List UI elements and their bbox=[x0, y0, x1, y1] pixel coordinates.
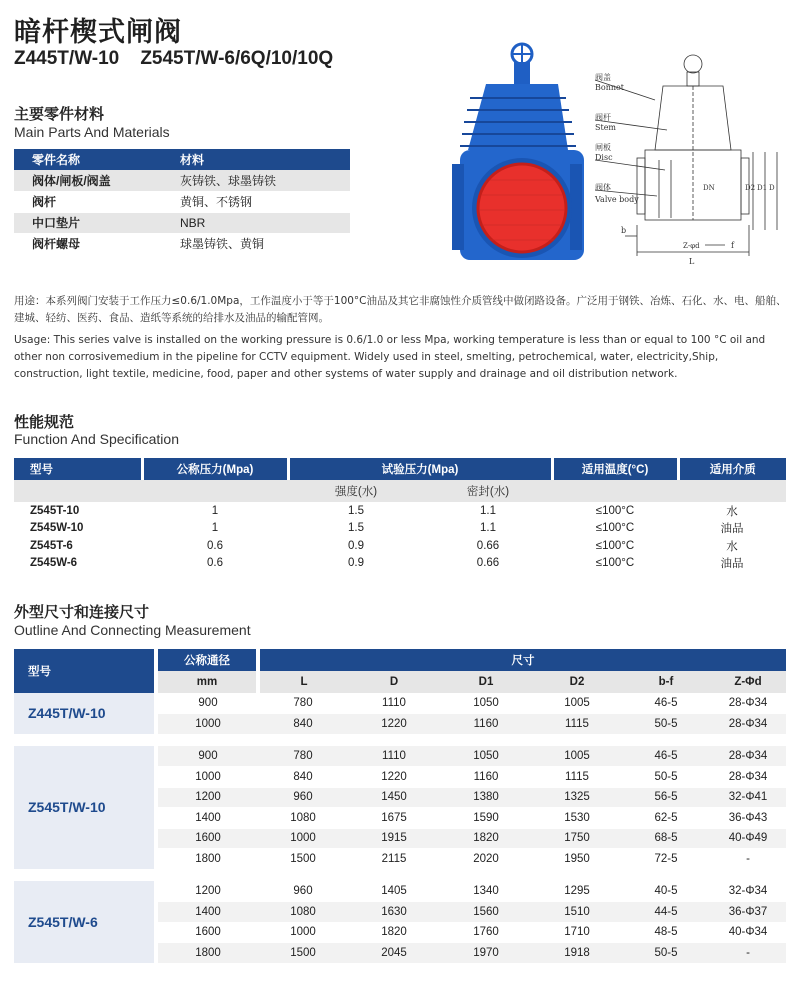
dims-cell: 1675 bbox=[348, 808, 440, 829]
dims-cell: 1050 bbox=[440, 746, 532, 767]
dims-cell: 28-Φ34 bbox=[710, 746, 786, 767]
dims-cell: 2045 bbox=[348, 943, 440, 964]
dims-cell: 1160 bbox=[440, 767, 532, 788]
label-body-cn: 阀体 bbox=[595, 183, 611, 192]
dims-cell: 780 bbox=[258, 693, 348, 714]
dims-model: Z545T/W-10 bbox=[14, 746, 156, 869]
spec-cell-seal-test: 1.1 bbox=[480, 504, 496, 517]
dims-cell: 50-5 bbox=[622, 767, 710, 788]
parts-col-part: 零件名称 bbox=[14, 149, 160, 170]
dim-f: f bbox=[731, 241, 734, 250]
dims-cell: - bbox=[710, 849, 786, 870]
valve-photo bbox=[450, 40, 585, 275]
dims-cell: 1590 bbox=[440, 808, 532, 829]
part-material: NBR bbox=[160, 212, 350, 233]
spec-cell-nominal-pressure: 1 bbox=[211, 522, 219, 535]
dims-subcol: D1 bbox=[440, 671, 532, 693]
dims-cell: 1405 bbox=[348, 881, 440, 902]
dims-cell: 56-5 bbox=[622, 787, 710, 808]
dims-title-en: Outline And Connecting Measurement bbox=[14, 622, 251, 638]
dims-cell: 1800 bbox=[156, 943, 258, 964]
part-material: 灰铸铁、球墨铸铁 bbox=[160, 170, 350, 191]
dims-cell: 48-5 bbox=[622, 922, 710, 943]
parts-row bbox=[14, 191, 350, 212]
dims-col-dn: 公称通径 bbox=[156, 649, 258, 671]
table-row bbox=[14, 746, 786, 767]
spec-cell-seal-test: 1.1 bbox=[480, 522, 496, 535]
spec-cell-medium: 油品 bbox=[720, 523, 744, 536]
spec-cell-model: Z545W-6 bbox=[30, 557, 78, 570]
dim-D: D bbox=[769, 184, 775, 192]
dims-cell: 50-5 bbox=[622, 943, 710, 964]
dims-cell: 1600 bbox=[156, 828, 258, 849]
spec-title-cn: 性能规范 bbox=[14, 413, 75, 431]
usage-en: Usage: This series valve is installed on the working pressure is 0.6/1.0 or less Mpa, working temperature is less than or equal to 100 °C oil and other non corrosivemedium in the pipeline for CCTV equipment. Widely used in steel, smelting, petrochemical, water, electricity,Ship, construction, light textile, medicine, food, paper and other systems of water supply and drainage and oil distribution network. bbox=[14, 334, 766, 380]
spec-cell-strength-test: 1.5 bbox=[348, 504, 364, 517]
dims-cell: 1500 bbox=[258, 849, 348, 870]
dims-model: Z445T/W-10 bbox=[14, 693, 156, 734]
dims-cell: 960 bbox=[258, 787, 348, 808]
spec-col-model: 型号 bbox=[14, 458, 142, 480]
dims-model: Z545T/W-6 bbox=[14, 881, 156, 963]
dims-cell: 1970 bbox=[440, 943, 532, 964]
dims-cell: 28-Φ34 bbox=[710, 767, 786, 788]
spec-sub-strength: 强度(水) bbox=[288, 480, 424, 502]
spec-cell-medium: 水 bbox=[726, 505, 738, 518]
dim-L: L bbox=[689, 257, 695, 266]
dims-cell: 1530 bbox=[532, 808, 622, 829]
dims-col-model: 型号 bbox=[14, 649, 156, 693]
label-bonnet-en: Bonnet bbox=[595, 83, 624, 92]
dims-cell: 960 bbox=[258, 881, 348, 902]
dims-cell: 1005 bbox=[532, 693, 622, 714]
dims-cell: 32-Φ34 bbox=[710, 881, 786, 902]
dims-cell: 900 bbox=[156, 746, 258, 767]
label-stem-cn: 阀杆 bbox=[595, 113, 611, 122]
dims-subcol: D2 bbox=[532, 671, 622, 693]
spec-cell-temperature: ≤100°C bbox=[595, 539, 635, 552]
dims-cell: 1295 bbox=[532, 881, 622, 902]
spec-cell-medium: 水 bbox=[726, 540, 738, 553]
dims-cell: 1560 bbox=[440, 902, 532, 923]
group-spacer bbox=[14, 734, 786, 746]
spec-row bbox=[14, 537, 786, 555]
dims-cell: 1005 bbox=[532, 746, 622, 767]
parts-title-en: Main Parts And Materials bbox=[14, 124, 170, 140]
dims-cell: 1820 bbox=[348, 922, 440, 943]
dims-cell: - bbox=[710, 943, 786, 964]
dims-cell: 1500 bbox=[258, 943, 348, 964]
dims-cell: 1050 bbox=[440, 693, 532, 714]
dims-cell: 1325 bbox=[532, 787, 622, 808]
parts-col-material: 材料 bbox=[160, 149, 350, 170]
spec-row bbox=[14, 502, 786, 520]
dims-cell: 1760 bbox=[440, 922, 532, 943]
spec-cell-seal-test: 0.66 bbox=[476, 539, 500, 552]
table-row bbox=[14, 881, 786, 902]
spec-row bbox=[14, 520, 786, 538]
dims-cell: 1710 bbox=[532, 922, 622, 943]
dims-cell: 28-Φ34 bbox=[710, 693, 786, 714]
dims-cell: 1200 bbox=[156, 787, 258, 808]
spec-cell-nominal-pressure: 0.6 bbox=[207, 557, 223, 570]
dims-cell: 1915 bbox=[348, 828, 440, 849]
dims-subcol: mm bbox=[156, 671, 258, 693]
dim-b: b bbox=[621, 226, 627, 235]
parts-title-cn: 主要零件材料 bbox=[14, 105, 105, 123]
parts-row bbox=[14, 212, 350, 233]
spec-cell-strength-test: 0.9 bbox=[348, 557, 364, 570]
dims-cell: 46-5 bbox=[622, 746, 710, 767]
dims-cell: 1115 bbox=[532, 767, 622, 788]
spec-cell-model: Z545W-10 bbox=[30, 522, 84, 535]
dims-cell: 840 bbox=[258, 714, 348, 735]
spec-table bbox=[14, 458, 786, 572]
dims-cell: 2020 bbox=[440, 849, 532, 870]
spec-cell-model: Z545T-6 bbox=[30, 539, 73, 552]
dims-cell: 1160 bbox=[440, 714, 532, 735]
spec-row bbox=[14, 555, 786, 573]
label-body-en: Valve body bbox=[595, 195, 639, 204]
dims-cell: 1110 bbox=[348, 693, 440, 714]
dims-cell: 1400 bbox=[156, 808, 258, 829]
dims-cell: 1220 bbox=[348, 714, 440, 735]
dims-cell: 1000 bbox=[258, 828, 348, 849]
spec-sub-seal: 密封(水) bbox=[424, 480, 552, 502]
spec-col-medium: 适用介质 bbox=[678, 458, 786, 480]
spec-cell-temperature: ≤100°C bbox=[595, 557, 635, 570]
dims-cell: 1380 bbox=[440, 787, 532, 808]
dims-cell: 62-5 bbox=[622, 808, 710, 829]
dims-subcol: L bbox=[258, 671, 348, 693]
dims-cell: 900 bbox=[156, 693, 258, 714]
dims-cell: 1800 bbox=[156, 849, 258, 870]
dims-cell: 1080 bbox=[258, 902, 348, 923]
dims-subcol: D bbox=[348, 671, 440, 693]
spec-title-en: Function And Specification bbox=[14, 431, 179, 447]
dims-cell: 1000 bbox=[156, 767, 258, 788]
dims-cell: 1340 bbox=[440, 881, 532, 902]
dims-cell: 68-5 bbox=[622, 828, 710, 849]
spec-col-test: 试验压力(Mpa) bbox=[288, 458, 552, 480]
dims-cell: 1450 bbox=[348, 787, 440, 808]
dims-cell: 44-5 bbox=[622, 902, 710, 923]
spec-cell-temperature: ≤100°C bbox=[595, 522, 635, 535]
part-material: 球墨铸铁、黄铜 bbox=[160, 233, 350, 254]
label-disc-en: Disc bbox=[595, 153, 613, 162]
group-spacer bbox=[14, 869, 786, 881]
dims-cell: 1918 bbox=[532, 943, 622, 964]
spec-cell-nominal-pressure: 0.6 bbox=[207, 539, 223, 552]
part-name: 中口垫片 bbox=[14, 212, 160, 233]
part-name: 阀体/闸板/阀盖 bbox=[14, 170, 160, 191]
dims-title-cn: 外型尺寸和连接尺寸 bbox=[14, 603, 150, 621]
dims-col-size: 尺寸 bbox=[258, 649, 786, 671]
dims-subcol: Z-Φd bbox=[710, 671, 786, 693]
part-name: 阀杆 bbox=[14, 191, 160, 212]
dims-cell: 28-Φ34 bbox=[710, 714, 786, 735]
dims-cell: 40-Φ49 bbox=[710, 828, 786, 849]
dims-cell: 1080 bbox=[258, 808, 348, 829]
parts-row bbox=[14, 233, 350, 254]
dims-cell: 72-5 bbox=[622, 849, 710, 870]
dims-subcol: b-f bbox=[622, 671, 710, 693]
label-disc-cn: 闸板 bbox=[595, 143, 611, 152]
dims-cell: 1510 bbox=[532, 902, 622, 923]
dims-cell: 1750 bbox=[532, 828, 622, 849]
label-stem-en: Stem bbox=[595, 123, 617, 132]
spec-col-temp: 适用温度(°C) bbox=[552, 458, 678, 480]
model-numbers: Z445T/W-10 Z545T/W-6/6Q/10/10Q bbox=[14, 48, 334, 69]
dims-cell: 36-Φ43 bbox=[710, 808, 786, 829]
table-row bbox=[14, 693, 786, 714]
spec-cell-nominal-pressure: 1 bbox=[211, 504, 219, 517]
dims-cell: 1820 bbox=[440, 828, 532, 849]
dim-DN: DN bbox=[703, 184, 715, 192]
dims-cell: 50-5 bbox=[622, 714, 710, 735]
dims-cell: 840 bbox=[258, 767, 348, 788]
dims-cell: 1950 bbox=[532, 849, 622, 870]
spec-cell-seal-test: 0.66 bbox=[476, 557, 500, 570]
dims-cell: 32-Φ41 bbox=[710, 787, 786, 808]
spec-col-pressure: 公称压力(Mpa) bbox=[142, 458, 288, 480]
dims-cell: 1115 bbox=[532, 714, 622, 735]
dims-cell: 780 bbox=[258, 746, 348, 767]
dim-D2: D2 bbox=[745, 184, 756, 192]
spec-cell-temperature: ≤100°C bbox=[595, 504, 635, 517]
parts-row bbox=[14, 170, 350, 191]
dims-cell: 1110 bbox=[348, 746, 440, 767]
technical-drawing bbox=[585, 40, 790, 275]
part-material: 黄铜、不锈钢 bbox=[160, 191, 350, 212]
dims-cell: 36-Φ37 bbox=[710, 902, 786, 923]
part-name: 阀杆螺母 bbox=[14, 233, 160, 254]
dims-cell: 2115 bbox=[348, 849, 440, 870]
dims-cell: 1220 bbox=[348, 767, 440, 788]
spec-cell-strength-test: 1.5 bbox=[348, 522, 364, 535]
dims-cell: 1400 bbox=[156, 902, 258, 923]
label-bonnet-cn: 阀盖 bbox=[595, 73, 611, 82]
dims-cell: 40-Φ34 bbox=[710, 922, 786, 943]
dims-cell: 1630 bbox=[348, 902, 440, 923]
dims-cell: 1600 bbox=[156, 922, 258, 943]
spec-cell-medium: 油品 bbox=[720, 558, 744, 571]
dim-D1: D1 bbox=[757, 184, 768, 192]
parts-table bbox=[14, 149, 350, 255]
dims-table bbox=[14, 649, 786, 964]
dims-cell: 46-5 bbox=[622, 693, 710, 714]
page-title: 暗杆楔式闸阀 bbox=[14, 17, 182, 48]
usage-cn: 用途：本系列阀门安装于工作压力≤0.6/1.0Mpa，工作温度小于等于100°C油品及其它非腐蚀性介质管线中做闭路设备。广泛用于钢铁、冶炼、石化、水、电、船舶、建城、轻纺、医药、食品、造纸等系统的给排水及油品的输配管网。 bbox=[14, 295, 787, 324]
dims-cell: 1200 bbox=[156, 881, 258, 902]
dims-cell: 40-5 bbox=[622, 881, 710, 902]
spec-cell-strength-test: 0.9 bbox=[348, 539, 364, 552]
dims-cell: 1000 bbox=[258, 922, 348, 943]
dim-zd: Z-φd bbox=[683, 242, 700, 250]
spec-cell-model: Z545T-10 bbox=[30, 504, 80, 517]
dims-cell: 1000 bbox=[156, 714, 258, 735]
